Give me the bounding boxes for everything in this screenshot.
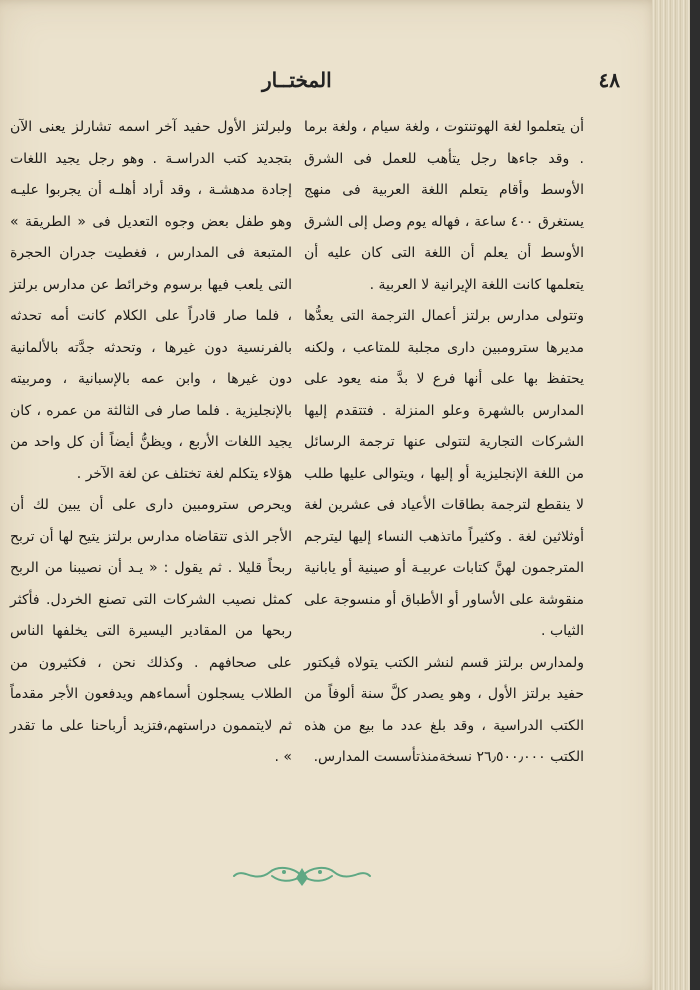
running-head: المختــار: [262, 68, 332, 92]
background-strip: [690, 0, 700, 990]
paragraph: أن يتعلموا لغة الهوتنتوت ، ولغة سيام ، ولغة برما . وقد جاءها رجل يتأهب للعمل فى الشرق الأوسط وأقام يتعلم اللغة العربية فى منهج يستغرق ٤٠٠ ساعة ، فهاله يوم وصل إلى الشرق الأوسط أن يعلم أن اللغة التى كان عليه أن يتعلمها كانت اللغة الإيرانية لا العربية .: [304, 119, 585, 293]
paragraph: ويحرص سترومبين دارى على أن يبين لك أن الأجر الذى تتقاضاه مدارس برلتز يتيح لها أن تربح ربحاً قليلا . ثم يقول : « يـد أن نصيبنا من الربح كمثل نصيب الشركات التى تصنع الخردل. فأكثر ربحها من المقادير اليسيرة التى يخلفها الناس على صحافهم . وكذلك نحن ، فكثيرون من الطلاب يسجلون أسماءهم ويدفعون الأجر مقدماً ثم لايتممون دراستهم،فتزيد أرباحنا على ما تقدر » .: [10, 497, 292, 765]
floral-ornament-icon: [232, 858, 372, 890]
paragraph: وتتولى مدارس برلتز أعمال الترجمة التى يعدُّها مديرها سترومبين دارى مجلبة للمتاعب ، ولكنه يحتفظ بها على أنها فرع لا بدَّ منه يعود على المدارس بالشهرة وعلو المنزلة . فتتقدم إليها الشركات التجارية لتتولى عنها ترجمة الرسائل من اللغة الإنجليزية أو إليها ، ويتوالى عليها طلب لا ينقطع لترجمة بطاقات الأعياد فى عشرين لغة أوثلاثين لغة . وكثيراً ماتذهب النساء إليها ليترجم المترجمون لهنَّ كتابات عربيـة أو صينية أو يابانية منقوشة على الأساور أو الأطباق أو منسوجة على الثياب .: [304, 308, 584, 639]
paragraph: ولمدارس برلتز قسم لنشر الكتب يتولاه ڤيكتور حفيد برلتز الأول ، وهو يصدر كلَّ سنة ألوفاً من الكتب الدراسية ، وقد بلغ عدد ما بيع من هذه الكتب ٢٦٫٥٠٠٫٠٠٠ نسخةمنذتأسست المدارس.: [304, 654, 584, 765]
page-number: ٤٨: [598, 68, 620, 92]
page-header: [20, 68, 620, 98]
right-column: [304, 112, 584, 774]
paragraph: ولبرلتز الأول حفيد آخر اسمه تشارلز يعنى الآن بتجديد كتب الدراسـة . وهو رجل يجيد اللغات إجادة مدهشـة ، وقد أراد أهلـه أن يجربوا عليـه وهو طفل بعض وجوه التعديل فى « الطريقة » المتبعة فى المدارس ، فغطيت جدران الحجرة التى يلعب فيها برسوم وخرائط عن مدارس برلتز ، فلما صار قادراً على الكلام كانت أمه تحدثه بالفرنسية دون غيرها ، وتحدثه جدَّته بالألمانية دون غيرها ، وابن عمه بالإسبانية ، ومربيته بالإنجليزية . فلما صار فى الثالثة من عمره ، كان يجيد اللغات الأربع ، ويظنُّ أيضاً أن كل واحد من هؤلاء يتكلم لغة تختلف عن لغة الآخر .: [10, 119, 292, 482]
left-column: [10, 112, 292, 774]
